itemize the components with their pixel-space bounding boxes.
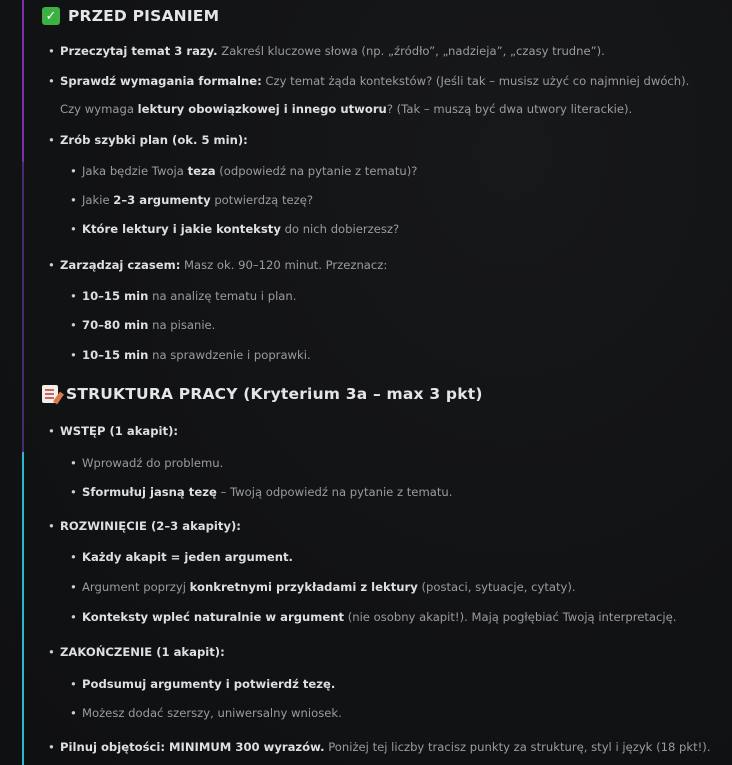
item-bold: Przeczytaj temat 3 razy. xyxy=(60,44,218,58)
sub-list-item: • Możesz dodać szerszy, uniwersalny wniosek. xyxy=(70,706,342,720)
section-title: STRUKTURA PRACY (Kryterium 3a – max 3 pkt) xyxy=(66,385,483,403)
list-item: • Przeczytaj temat 3 razy. Zakreśl kluczowe słowa (np. „źródło”, „nadzieja”, „czasy trudne”). xyxy=(48,44,605,58)
list-item: • WSTĘP (1 akapit): xyxy=(48,424,179,438)
item-bold: Sprawdź wymagania formalne: xyxy=(60,74,262,88)
list-item: • Zarządzaj czasem: Masz ok. 90–120 minut. Przeznacz: xyxy=(48,258,388,272)
item-text: Zakreśl kluczowe słowa (np. „źródło”, „nadzieja”, „czasy trudne”). xyxy=(217,44,605,58)
sub-list-item: • Jaka będzie Twoja teza (odpowiedź na pytanie z tematu)? xyxy=(70,164,418,178)
sub-list-item: • Argument poprzyj konkretnymi przykładami z lektury (postaci, sytuacje, cytaty). xyxy=(70,580,576,594)
sub-list-item: • Konteksty wpleć naturalnie w argument (nie osobny akapit!). Mają pogłębiać Twoją interpretację. xyxy=(70,610,677,624)
section-title: PRZED PISANIEM xyxy=(68,7,220,25)
section-heading-structure xyxy=(42,385,483,403)
sub-list-item: • 10–15 min na sprawdzenie i poprawki. xyxy=(70,348,311,362)
list-item: • ROZWINIĘCIE (2–3 akapity): xyxy=(48,519,241,533)
sub-list-item: • Które lektury i jakie konteksty do nich dobierzesz? xyxy=(70,222,400,236)
sub-list-item: • Podsumuj argumenty i potwierdź tezę. xyxy=(70,677,336,691)
sub-list-item: • Każdy akapit = jeden argument. xyxy=(70,550,293,564)
sub-list-item: • 70–80 min na pisanie. xyxy=(70,318,216,332)
blockquote-bar-mid xyxy=(22,162,24,452)
item-bold: Zrób szybki plan (ok. 5 min): xyxy=(60,133,248,147)
list-item: • Sprawdź wymagania formalne: Czy temat żąda kontekstów? (Jeśli tak – musisz użyć co najmniej dwóch). xyxy=(48,74,690,88)
item-bold: Zarządzaj czasem: xyxy=(60,258,181,272)
sub-list-item: • 10–15 min na analizę tematu i plan. xyxy=(70,289,297,303)
sub-list-item: • Wprowadź do problemu. xyxy=(70,456,224,470)
list-item: • Pilnuj objętości: MINIMUM 300 wyrazów. Poniżej tej liczby tracisz punkty za strukturę, styl i język (18 pkt!). xyxy=(48,740,711,754)
section-heading-before-writing xyxy=(42,7,219,25)
sub-list-item: • Jakie 2–3 argumenty potwierdzą tezę? xyxy=(70,193,314,207)
item-text: Czy temat żąda kontekstów? (Jeśli tak – musisz użyć co najmniej dwóch). xyxy=(261,74,690,88)
list-item: • Zrób szybki plan (ok. 5 min): xyxy=(48,133,248,147)
check-box-icon: ✓ xyxy=(42,7,60,25)
memo-icon xyxy=(42,385,58,403)
list-item: • ZAKOŃCZENIE (1 akapit): xyxy=(48,645,225,659)
sub-list-item: • Sformułuj jasną tezę – Twoją odpowiedź na pytanie z tematu. xyxy=(70,485,453,499)
list-item-continuation: Czy wymaga lektury obowiązkowej i innego utworu? (Tak – muszą być dwa utwory literackie). xyxy=(60,102,633,116)
blockquote-bar-bottom xyxy=(22,452,24,765)
blockquote-bar-top xyxy=(22,0,24,162)
